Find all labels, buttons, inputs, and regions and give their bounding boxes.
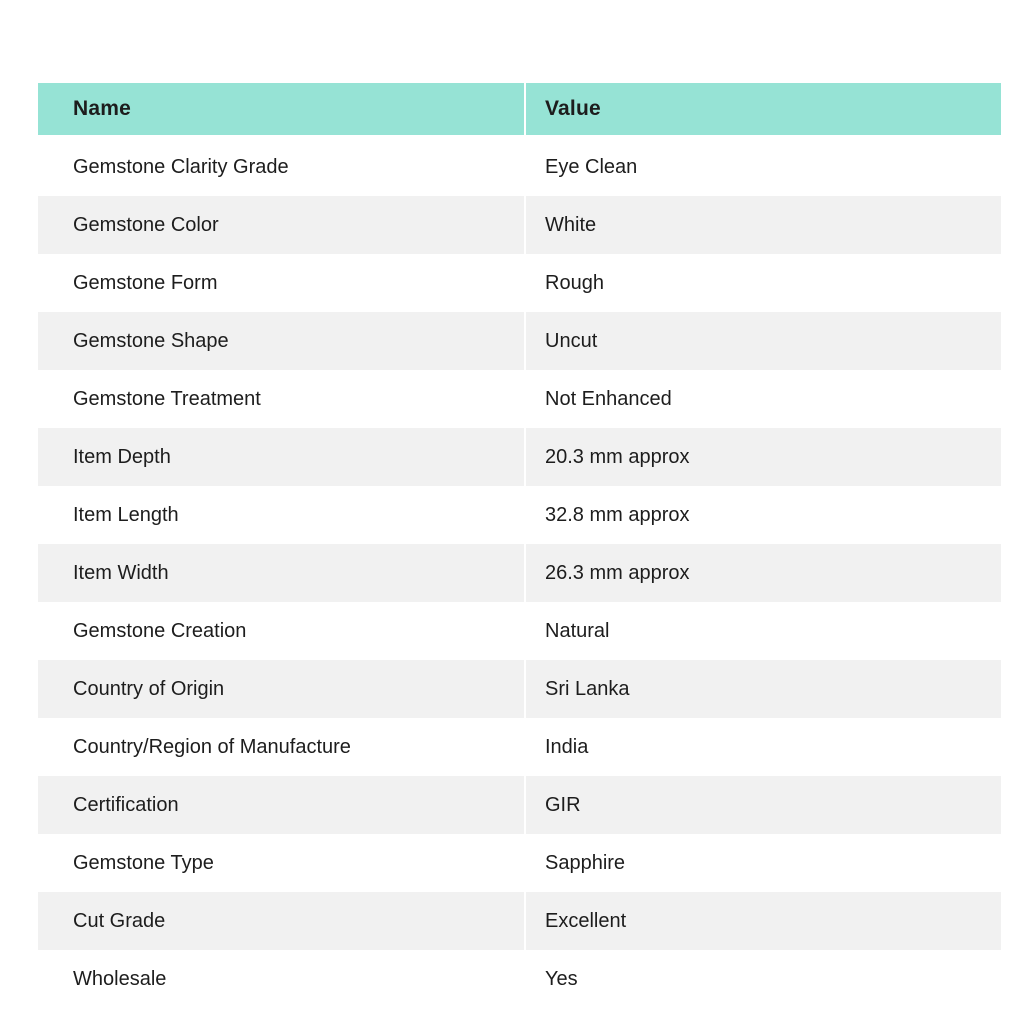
cell-name: Item Depth bbox=[38, 428, 526, 486]
table-row bbox=[38, 834, 1001, 892]
cell-value: Uncut bbox=[545, 329, 598, 352]
cell-name: Item Width bbox=[38, 544, 526, 602]
cell-name: Item Length bbox=[38, 486, 526, 544]
table-row bbox=[38, 602, 1001, 660]
cell-value: Sapphire bbox=[545, 851, 626, 874]
cell-value: 32.8 mm approx bbox=[545, 503, 690, 526]
table-row bbox=[38, 544, 1001, 602]
cell-value: Natural bbox=[545, 619, 610, 642]
cell-name: Gemstone Creation bbox=[38, 602, 526, 660]
cell-name: Gemstone Shape bbox=[38, 312, 526, 370]
table-row bbox=[38, 950, 1001, 1008]
header-cell-name: Name bbox=[38, 83, 526, 135]
cell-name: Gemstone Color bbox=[38, 196, 526, 254]
cell-name: Country of Origin bbox=[38, 660, 526, 718]
cell-value: Yes bbox=[545, 967, 578, 990]
cell-value: Not Enhanced bbox=[545, 387, 672, 410]
cell-value: Rough bbox=[545, 271, 604, 294]
header-cell-value: Value bbox=[545, 97, 601, 120]
cell-name: Wholesale bbox=[38, 950, 526, 1008]
table-row bbox=[38, 776, 1001, 834]
cell-name: Cut Grade bbox=[38, 892, 526, 950]
cell-name: Country/Region of Manufacture bbox=[38, 718, 526, 776]
table-row bbox=[38, 486, 1001, 544]
table-row bbox=[38, 892, 1001, 950]
table-header-row bbox=[38, 83, 1001, 135]
cell-value: India bbox=[545, 735, 589, 758]
cell-value: 20.3 mm approx bbox=[545, 445, 690, 468]
item-specifics-table bbox=[38, 83, 1001, 1008]
cell-name: Gemstone Clarity Grade bbox=[38, 138, 526, 196]
table-row bbox=[38, 718, 1001, 776]
cell-value: 26.3 mm approx bbox=[545, 561, 690, 584]
table-row bbox=[38, 312, 1001, 370]
cell-value: GIR bbox=[545, 793, 581, 816]
table-row bbox=[38, 254, 1001, 312]
cell-value: Eye Clean bbox=[545, 155, 638, 178]
cell-name: Gemstone Form bbox=[38, 254, 526, 312]
cell-name: Certification bbox=[38, 776, 526, 834]
table-row bbox=[38, 196, 1001, 254]
cell-value: Sri Lanka bbox=[545, 677, 630, 700]
table-row bbox=[38, 660, 1001, 718]
cell-name: Gemstone Type bbox=[38, 834, 526, 892]
table-row bbox=[38, 428, 1001, 486]
cell-value: White bbox=[545, 213, 597, 236]
table-row bbox=[38, 370, 1001, 428]
cell-value: Excellent bbox=[545, 909, 627, 932]
cell-name: Gemstone Treatment bbox=[38, 370, 526, 428]
table-row bbox=[38, 138, 1001, 196]
